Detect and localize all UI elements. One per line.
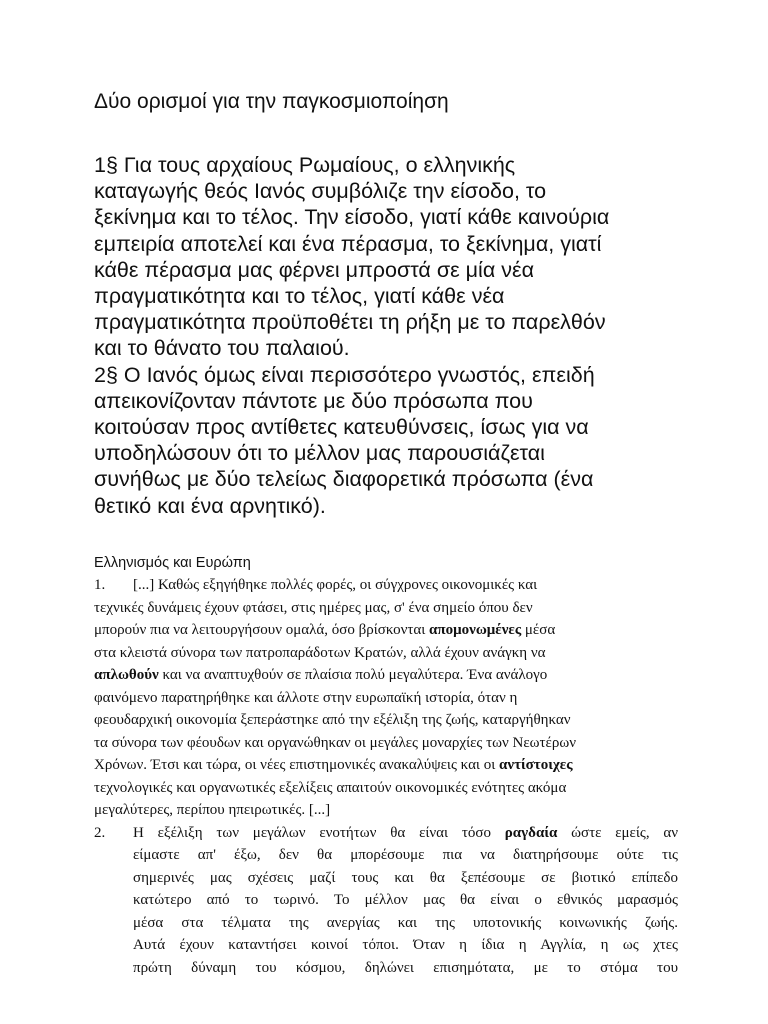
text-line: απεικονίζονταν πάντοτε με δύο πρόσωπα που xyxy=(94,388,533,413)
text-line: τεχνολογικές και οργανωτικές εξελίξεις απαιτούν οικονομικές ενότητες ακόμα xyxy=(94,779,567,796)
text-line: και το θάνατο του παλαιού. xyxy=(94,336,350,361)
text-line: πρώτη δύναμη του κόσμου, δηλώνει επισημότατα, με το στόμα του xyxy=(133,959,678,976)
item-number: 2. xyxy=(94,824,106,841)
text-line: κάθε πέρασμα μας φέρνει μπροστά σε μία νέα xyxy=(94,257,534,282)
text-line: φεουδαρχική οικονομία ξεπεράστηκε από την εξέλιξη της ζωής, καταργήθηκαν xyxy=(94,712,571,728)
text-line: τεχνικές δυνάμεις έχουν φτάσει, στις ημέρες μας, σ' ένα σημείο όπου δεν xyxy=(94,599,533,616)
text-line xyxy=(94,619,678,642)
text-span: μπορούν πια να λειτουργήσουν ομαλά, όσο βρίσκονται xyxy=(94,622,430,638)
definition-1 xyxy=(94,152,694,362)
text-line: καταγωγής θεός Ιανός συμβόλιζε την είσοδο, το xyxy=(94,179,547,204)
text-line: κοιτούσαν προς αντίθετες κατευθύνσεις, ίσως για να xyxy=(94,415,589,440)
text-span: ώστε εμείς, αν xyxy=(557,824,678,841)
text-line: μεγαλύτερες, περίπου ηπειρωτικές. [...] xyxy=(94,802,331,818)
text-line: εμπειρία αποτελεί και ένα πέρασμα, το ξεκίνημα, γιατί xyxy=(94,231,602,256)
section-subtitle: Ελληνισμός και Ευρώπη xyxy=(94,555,251,571)
excerpt-body xyxy=(94,574,678,979)
text-line: φαινόμενο παρατηρήθηκε και άλλοτε στην ευρωπαϊκή ιστορία, όταν η xyxy=(94,689,518,706)
text-span: και να αναπτυχθούν σε πλαίσια πολύ μεγαλύτερα. Ένα ανάλογο xyxy=(158,667,548,683)
text-line: υποδηλώσουν ότι το μέλλον μας παρουσιάζεται xyxy=(94,441,545,466)
text-line xyxy=(94,574,678,597)
text-line: θετικό και ένα αρνητικό). xyxy=(94,493,326,518)
text-line: είμαστε απ' έξω, δεν θα μπορέσουμε πια να διατηρήσουμε ούτε τις xyxy=(133,847,678,863)
excerpt-item-1 xyxy=(94,574,678,822)
text-line: μέσα στα τέλματα της ανεργίας και της υποτονικής κοινωνικής ζωής. xyxy=(133,914,678,931)
item-number: 1. xyxy=(94,577,106,593)
text-line: συνήθως με δύο τελείως διαφορετικά πρόσωπα (ένα xyxy=(94,467,594,492)
text-span: μέσα xyxy=(521,622,556,638)
text-span: [...] Καθώς εξηγήθηκε πολλές φορές, οι σύγχρονες οικονομικές και xyxy=(133,577,538,593)
text-line: κατώτερο από το τωρινό. Το μέλλον μας θα είναι ο εθνικός μαρασμός xyxy=(133,892,678,908)
excerpt-item-2 xyxy=(94,822,678,980)
text-line xyxy=(94,822,678,845)
text-line: ξεκίνημα και το τέλος. Την είσοδο, γιατί κάθε καινούρια xyxy=(94,205,610,230)
text-line: 2§ Ο Ιανός όμως είναι περισσότερο γνωστός, επειδή xyxy=(94,362,595,387)
emphasis-word: αντίστοιχες xyxy=(499,757,573,773)
emphasis-word: ραγδαία xyxy=(504,824,558,841)
text-line: σημερινές μας σχέσεις μαζί τους και θα ξεπέσουμε σε βιοτικό επίπεδο xyxy=(133,869,678,886)
text-line: 1§ Για τους αρχαίους Ρωμαίους, ο ελληνικής xyxy=(94,153,516,177)
text-line: Αυτά έχουν καταντήσει κοινοί τόποι. Όταν η ίδια η Αγγλία, η ως χτες xyxy=(133,937,678,953)
text-line xyxy=(94,664,678,687)
page-title: Δύο ορισμοί για την παγκοσμιοποίηση xyxy=(94,90,449,113)
text-line: πραγματικότητα και το τέλος, γιατί κάθε νέα xyxy=(94,284,505,309)
definition-2 xyxy=(94,362,694,519)
emphasis-word: απομονωμένες xyxy=(429,622,522,638)
text-line xyxy=(94,754,678,777)
emphasis-word: απλωθούν xyxy=(94,667,159,683)
intro-definitions xyxy=(94,152,694,519)
text-span: Η εξέλιξη των μεγάλων ενοτήτων θα είναι τόσο xyxy=(133,824,505,841)
text-line: πραγματικότητα προϋποθέτει τη ρήξη με το παρελθόν xyxy=(94,310,606,335)
text-line: στα κλειστά σύνορα των πατροπαράδοτων Κρατών, αλλά έχουν ανάγκη να xyxy=(94,644,546,661)
text-span: Χρόνων. Έτσι και τώρα, οι νέες επιστημονικές ανακαλύψεις και οι xyxy=(94,757,499,773)
text-line: τα σύνορα των φέουδων και οργανώθηκαν οι μεγάλες μοναρχίες των Νεωτέρων xyxy=(94,734,576,751)
